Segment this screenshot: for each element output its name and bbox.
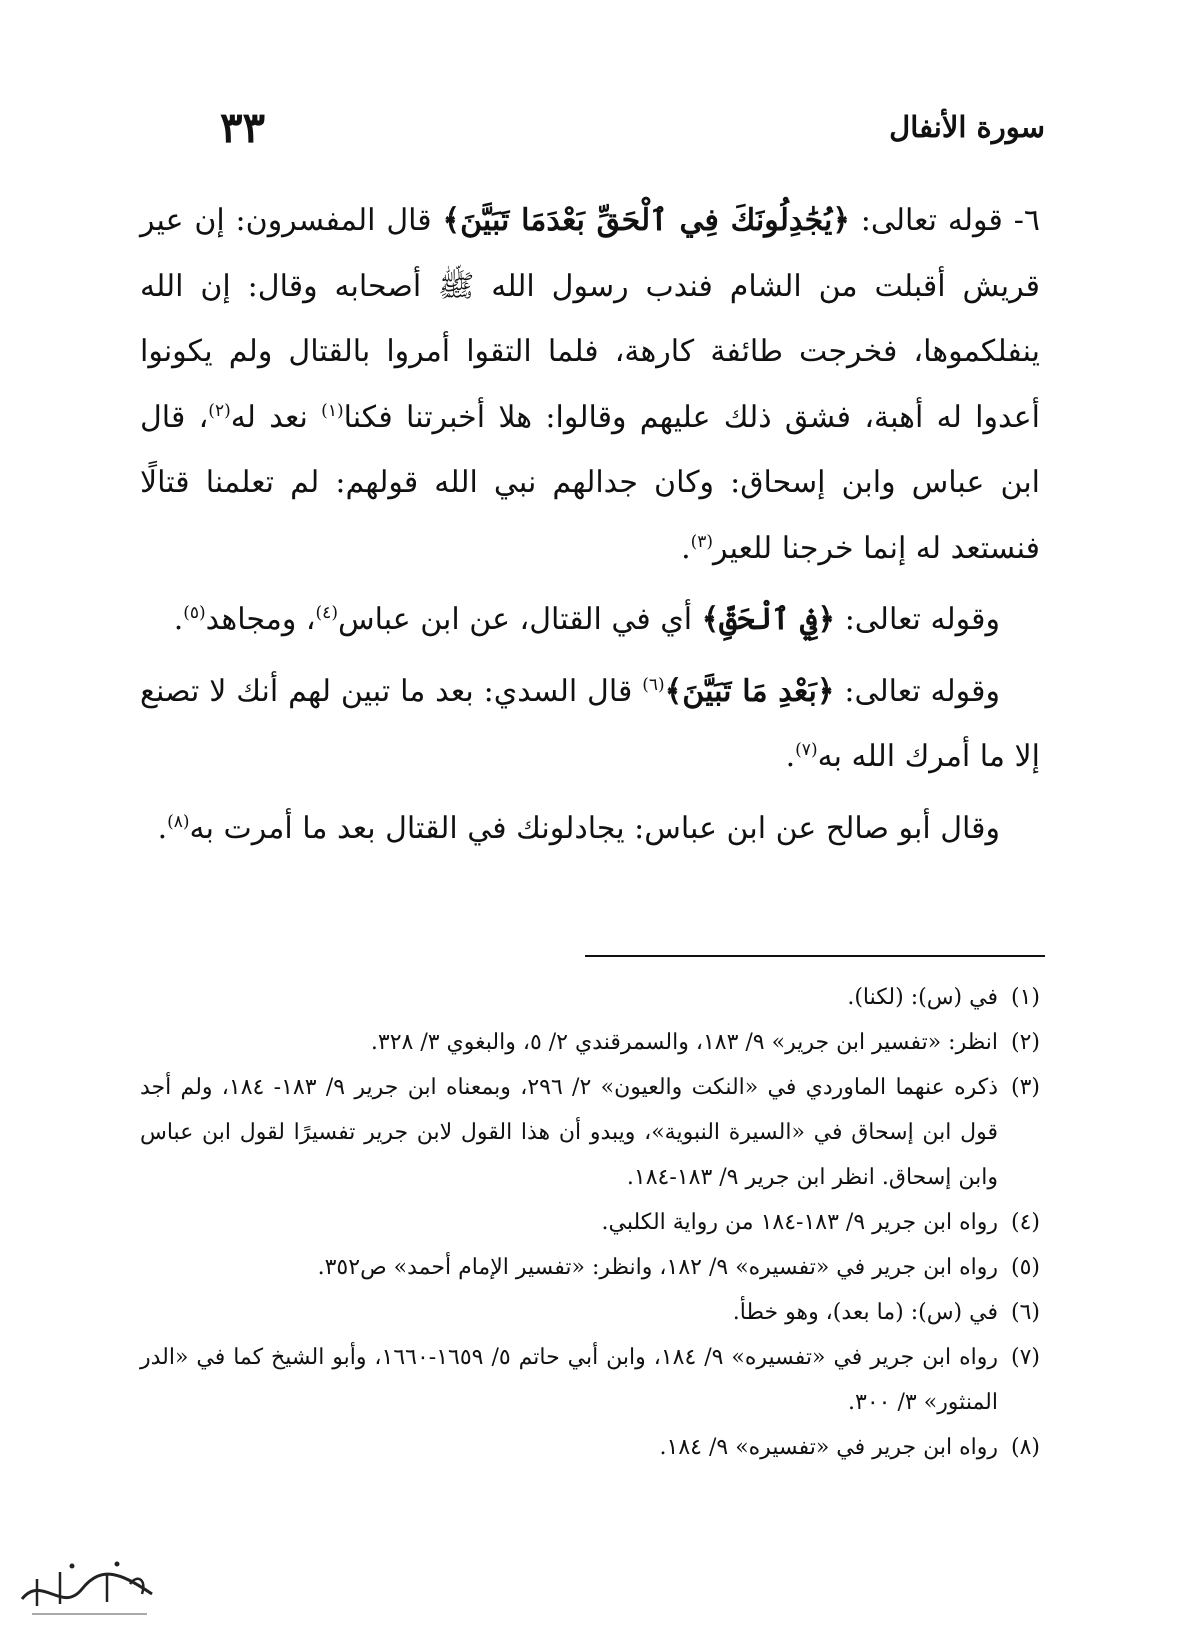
footnotes xyxy=(140,975,1040,1470)
footnote-text: في (س): (ما بعد)، وهو خطأ. xyxy=(732,1300,998,1325)
quran-verse: ﴿يُجَٰدِلُونَكَ فِي ٱلْحَقِّ بَعْدَمَا تَبَيَّنَ﴾ xyxy=(442,203,850,238)
quran-verse: ﴿بَعْدِ مَا تَبَيَّنَ﴾ xyxy=(664,673,835,709)
footnote-text: ذكره عنهما الماوردي في «النكت والعيون» ٢/ ٢٩٦، وبمعناه ابن جرير ٩/ ١٨٣- ١٨٤، ولم أجد قول ابن إسحاق في «السيرة النبوية»، ويبدو أن هذا القول لابن جرير تفسيرًا لقول ابن عباس وابن إسحاق. انظر ابن جرير ٩/ ١٨٣-١٨٤. xyxy=(140,1075,999,1190)
p1-end: . xyxy=(681,530,691,566)
page-number: ٣٣ xyxy=(220,102,266,152)
footnote-number: (١) xyxy=(1010,985,1040,1010)
p3-lead: وقوله تعالى: xyxy=(844,673,1001,709)
paragraph-2 xyxy=(140,587,1040,653)
footnote-ref-1[interactable]: (١) xyxy=(321,400,344,421)
footnote-ref-2[interactable]: (٢) xyxy=(208,400,231,421)
footnote-item xyxy=(140,1290,1040,1335)
publisher-logo xyxy=(12,1544,162,1624)
footnote-text: رواه ابن جرير في «تفسيره» ٩/ ١٨٤. xyxy=(659,1435,998,1460)
footnote-item xyxy=(140,1200,1040,1245)
footnote-number: (٥) xyxy=(1010,1255,1040,1280)
footnote-item xyxy=(140,1245,1040,1290)
footnote-number: (٧) xyxy=(1010,1345,1040,1370)
p1-text-b: نعد له xyxy=(230,399,308,435)
footnote-number: (٣) xyxy=(1010,1075,1040,1100)
p3-end: . xyxy=(785,739,796,774)
p2-lead: وقوله تعالى: xyxy=(844,602,1000,637)
paragraph-3 xyxy=(140,659,1040,790)
footnote-separator xyxy=(585,955,1045,957)
p3-text-a: قال السدي: بعد ما تبين لهم أنك لا تصنع إلا ما أمرك الله به xyxy=(140,673,1040,774)
p2-end: . xyxy=(173,602,184,637)
footnote-item xyxy=(140,1065,1040,1200)
footnote-text: رواه ابن جرير في «تفسيره» ٩/ ١٨٤، وابن أبي حاتم ٥/ ١٦٥٩-١٦٦٠، وأبو الشيخ كما في «الدر المنثور» ٣/ ٣٠٠. xyxy=(140,1345,998,1415)
footnote-text: انظر: «تفسير ابن جرير» ٩/ ١٨٣، والسمرقندي ٢/ ٥، والبغوي ٣/ ٣٢٨. xyxy=(370,1030,998,1055)
quran-verse: ﴿فِي ٱلْحَقِّ﴾ xyxy=(701,602,836,637)
footnote-number: (٦) xyxy=(1010,1300,1040,1325)
footnote-text: رواه ابن جرير في «تفسيره» ٩/ ١٨٢، وانظر: «تفسير الإمام أحمد» ص٣٥٢. xyxy=(317,1255,998,1280)
footnote-ref-8[interactable]: (٨) xyxy=(167,811,190,832)
paragraph-4 xyxy=(140,796,1040,862)
footnote-item xyxy=(140,1425,1040,1470)
footnote-text: في (س): (لكنا). xyxy=(847,985,998,1010)
p4-text-a: وقال أبو صالح عن ابن عباس: يجادلونك في القتال بعد ما أمرت به xyxy=(189,810,1000,846)
p2-text-a: أي في القتال، عن ابن عباس xyxy=(337,602,693,637)
p1-text-a: قال المفسرون: إن عير قريش أقبلت من الشام فندب رسول الله ﷺ أصحابه وقال: إن الله ينفلكموها، فخرجت طائفة كارهة، فلما التقوا أمروا بالقتال ولم يكونوا أعدوا له أهبة، فشق ذلك عليهم وقالوا: هلا أخبرتنا فكنا xyxy=(140,203,1040,435)
p1-text-c: ، قال ابن عباس وابن إسحاق: وكان جدالهم نبي الله قولهم: لم تعلمنا قتالًا فنستعد له إنما خرجنا للعير xyxy=(140,399,1040,566)
footnote-ref-5[interactable]: (٥) xyxy=(183,603,206,623)
footnote-number: (٢) xyxy=(1010,1030,1040,1055)
p1-lead: ٦- قوله تعالى: xyxy=(860,203,1040,238)
footnote-ref-7[interactable]: (٧) xyxy=(795,740,818,760)
p2-text-b: ، ومجاهد xyxy=(205,602,316,637)
footnote-ref-3[interactable]: (٣) xyxy=(690,531,714,552)
footnote-item xyxy=(140,1335,1040,1425)
running-head xyxy=(140,102,1045,152)
paragraph-1 xyxy=(140,188,1040,581)
footnote-item xyxy=(140,1020,1040,1065)
p4-end: . xyxy=(157,810,168,846)
footnote-ref-6[interactable]: (٦) xyxy=(642,674,665,695)
footnote-text: رواه ابن جرير ٩/ ١٨٣-١٨٤ من رواية الكلبي. xyxy=(601,1210,998,1235)
surah-name: سورة الأنفال xyxy=(889,110,1045,144)
footnote-number: (٨) xyxy=(1010,1435,1040,1460)
main-text xyxy=(140,188,1040,867)
footnote-item xyxy=(140,975,1040,1020)
footnote-ref-4[interactable]: (٤) xyxy=(315,603,338,623)
footnote-number: (٤) xyxy=(1010,1210,1040,1235)
